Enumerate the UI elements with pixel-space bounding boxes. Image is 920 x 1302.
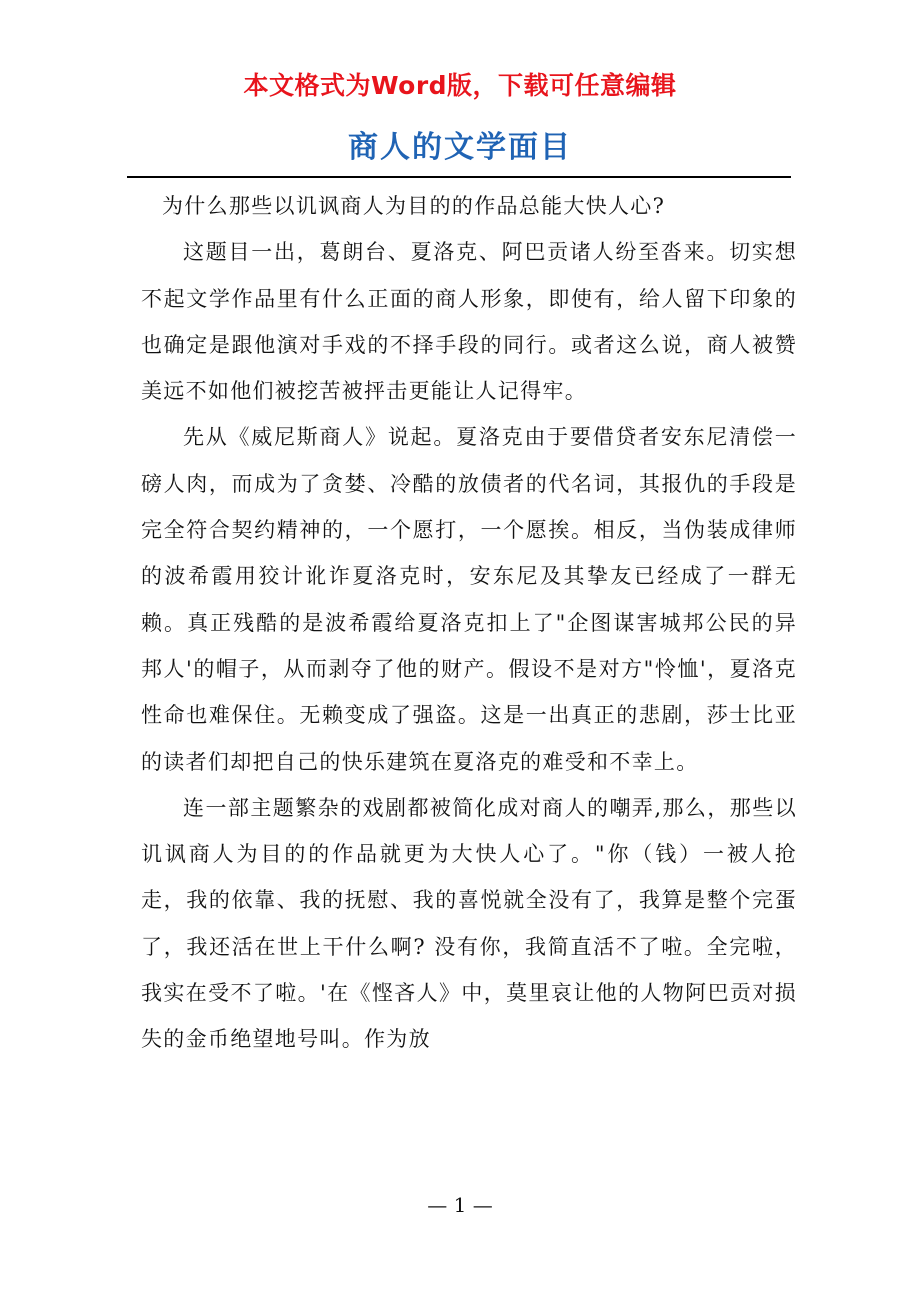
document-title: 商人的文学面目: [348, 130, 572, 165]
paragraph-question: 为什么那些以讥讽商人为目的的作品总能大快人心?: [162, 194, 666, 218]
paragraph-miser: 连一部主题繁杂的戏剧都被简化成对商人的嘲弄,那么，那些以讥讽商人为目的的作品就更为大快人心了。"你（钱）一被人抢走，我的依靠、我的抚慰、我的喜悦就全没有了，我算是整个完蛋了，我还活在世上干什么啊? 没有你，我简直活不了啦。全完啦，我实在受不了啦。'在《悭吝人》中，莫里哀让他的人物阿巴贡对损失的金币绝望地号叫。作为放: [141, 795, 797, 1052]
format-notice-banner: 本文格式为Word版，下载可任意编辑: [243, 71, 677, 100]
paragraph-intro: 这题目一出，葛朗台、夏洛克、阿巴贡诸人纷至沓来。切实想不起文学作品里有什么正面的商人形象，即使有，给人留下印象的也确定是跟他演对手戏的不择手段的同行。或者这么说，商人被赞美远不如他们被挖苦被抨击更能让人记得牢。: [141, 240, 797, 404]
page-number: — 1 —: [427, 1193, 493, 1217]
title-divider: [127, 176, 791, 178]
article-body: [141, 183, 797, 1063]
paragraph-merchant-of-venice: 先从《威尼斯商人》说起。夏洛克由于要借贷者安东尼清偿一磅人肉，而成为了贪婪、冷酷的放债者的代名词，其报仇的手段是完全符合契约精神的，一个愿打，一个愿挨。相反，当伪装成律师的波希霞用狡计讹诈夏洛克时，安东尼及其挚友已经成了一群无赖。真正残酷的是波希霞给夏洛克扣上了"企图谋害城邦公民的异邦人'的帽子，从而剥夺了他的财产。假设不是对方"怜恤'，夏洛克性命也难保住。无赖变成了强盗。这是一出真正的悲剧，莎士比亚的读者们却把自己的快乐建筑在夏洛克的难受和不幸上。: [141, 425, 797, 774]
